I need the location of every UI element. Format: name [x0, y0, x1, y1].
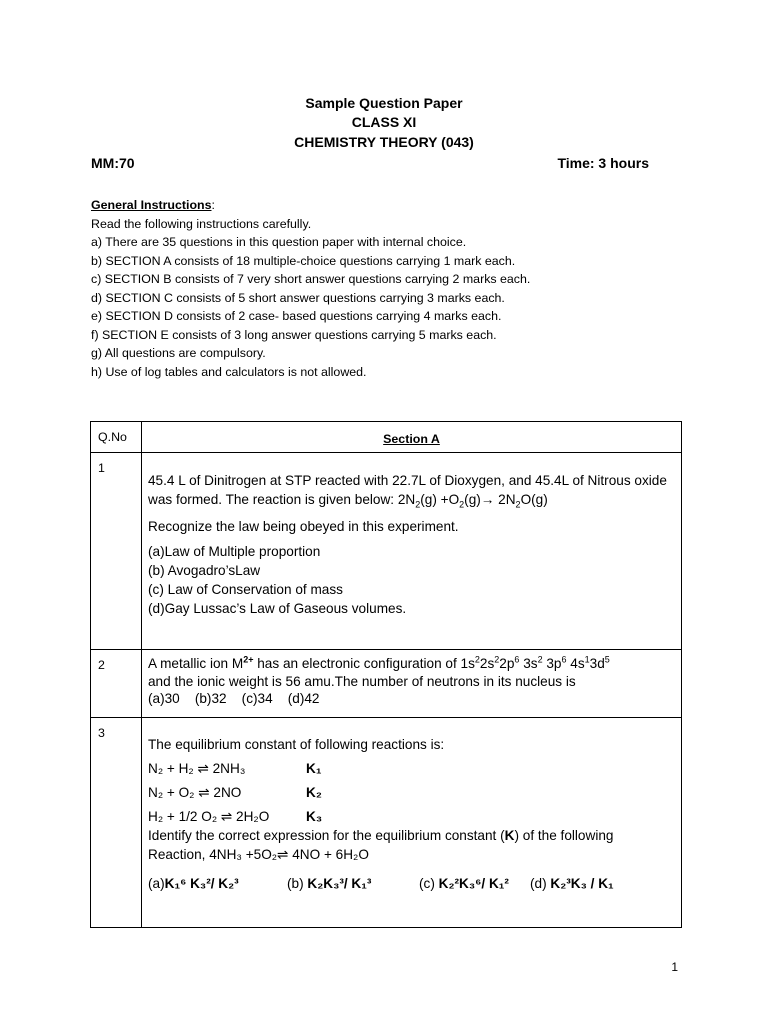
question-stem-line2: and the ionic weight is 56 amu.The number of neutrons in its nucleus is: [148, 673, 576, 689]
question-prompt: Recognize the law being obeyed in this experiment.: [148, 519, 459, 534]
paper-title: Sample Question Paper: [305, 95, 463, 111]
question-stem: A metallic ion $M^{2+}$ has an electronic configuration of $1s^22s^22p^6$ $3s^2$ $3p^6$ $4s^13d^5$: [148, 654, 610, 671]
option-d: (d)Gay Lussac’s Law of Gaseous volumes.: [148, 601, 407, 616]
qno-header: Q.No: [91, 422, 142, 453]
question-table: [90, 421, 682, 928]
reaction-3: H₂ + 1/2 O₂ ⇌ 2H₂O K₃: [148, 809, 323, 824]
option-a: (a)Law of Multiple proportion: [148, 544, 321, 559]
answer-options: [148, 542, 675, 618]
instructions-heading: General Instructions:: [91, 198, 215, 212]
instruction-line: f) SECTION E consists of 3 long answer questions carrying 5 marks each.: [91, 327, 497, 342]
question-prompt: The equilibrium constant of following reactions is:: [148, 737, 445, 752]
option-a: (a)K₁⁶ K₃²/ K₂³: [148, 876, 239, 891]
class-label: CLASS XI: [351, 114, 417, 130]
question-stem: 45.4 L of Dinitrogen at STP reacted with 22.7L of Dioxygen, and 45.4L of Nitrous oxide was formed. The reaction is given below: $2N_2(g) +O_2(g)\to 2N_2O(g)$: [148, 473, 667, 510]
time-allowed: Time: 3 hours: [557, 155, 649, 171]
question-number: 1: [91, 453, 142, 650]
max-marks: MM:70: [91, 155, 135, 171]
question-body: [142, 718, 682, 928]
identify-text: Identify the correct expression for the equilibrium constant (K) of the following: [148, 828, 614, 843]
general-instructions: [91, 196, 530, 381]
table-header-row: [91, 422, 682, 453]
question-number: 3: [91, 718, 142, 928]
option-b: (b) Avogadro’sLaw: [148, 563, 261, 578]
instruction-line: e) SECTION D consists of 2 case- based questions carrying 4 marks each.: [91, 309, 502, 323]
question-number: 2: [91, 650, 142, 718]
instruction-line: Read the following instructions carefully.: [91, 216, 312, 231]
instruction-line: h) Use of log tables and calculators is not allowed.: [91, 364, 367, 379]
option-c: (c) Law of Conservation of mass: [148, 582, 343, 597]
answer-options: (a)30 (b)32 (c)34 (d)42: [148, 691, 320, 706]
page-number: 1: [671, 960, 678, 974]
instruction-line: c) SECTION B consists of 7 very short answer questions carrying 2 marks each.: [91, 272, 531, 286]
question-row-2: [91, 650, 682, 718]
reaction-2: N₂ + O₂ ⇌ 2NO K₂: [148, 785, 322, 800]
option-d: (d) K₂³K₃ / K₁: [530, 876, 614, 891]
reaction-1: N₂ + H₂ ⇌ 2NH₃ K₁: [148, 761, 322, 776]
instruction-line: a) There are 35 questions in this question paper with internal choice.: [91, 235, 467, 249]
target-reaction: Reaction, 4NH₃ +5O₂⇌ 4NO + 6H₂O: [148, 847, 369, 862]
option-c: (c) K₂²K₃⁶/ K₁²: [419, 876, 509, 891]
question-body: [142, 453, 682, 650]
question-row-1: [91, 453, 682, 650]
section-header: Section A: [142, 422, 682, 453]
subject-label: CHEMISTRY THEORY (043): [294, 134, 474, 150]
question-body: [142, 650, 682, 718]
option-b: (b) K₂K₃³/ K₁³: [287, 876, 372, 891]
question-row-3: [91, 718, 682, 928]
answer-options: [148, 874, 675, 893]
instruction-line: g) All questions are compulsory.: [91, 346, 266, 360]
instruction-line: b) SECTION A consists of 18 multiple-choice questions carrying 1 mark each.: [91, 253, 516, 268]
instruction-line: d) SECTION C consists of 5 short answer questions carrying 3 marks each.: [91, 290, 505, 305]
